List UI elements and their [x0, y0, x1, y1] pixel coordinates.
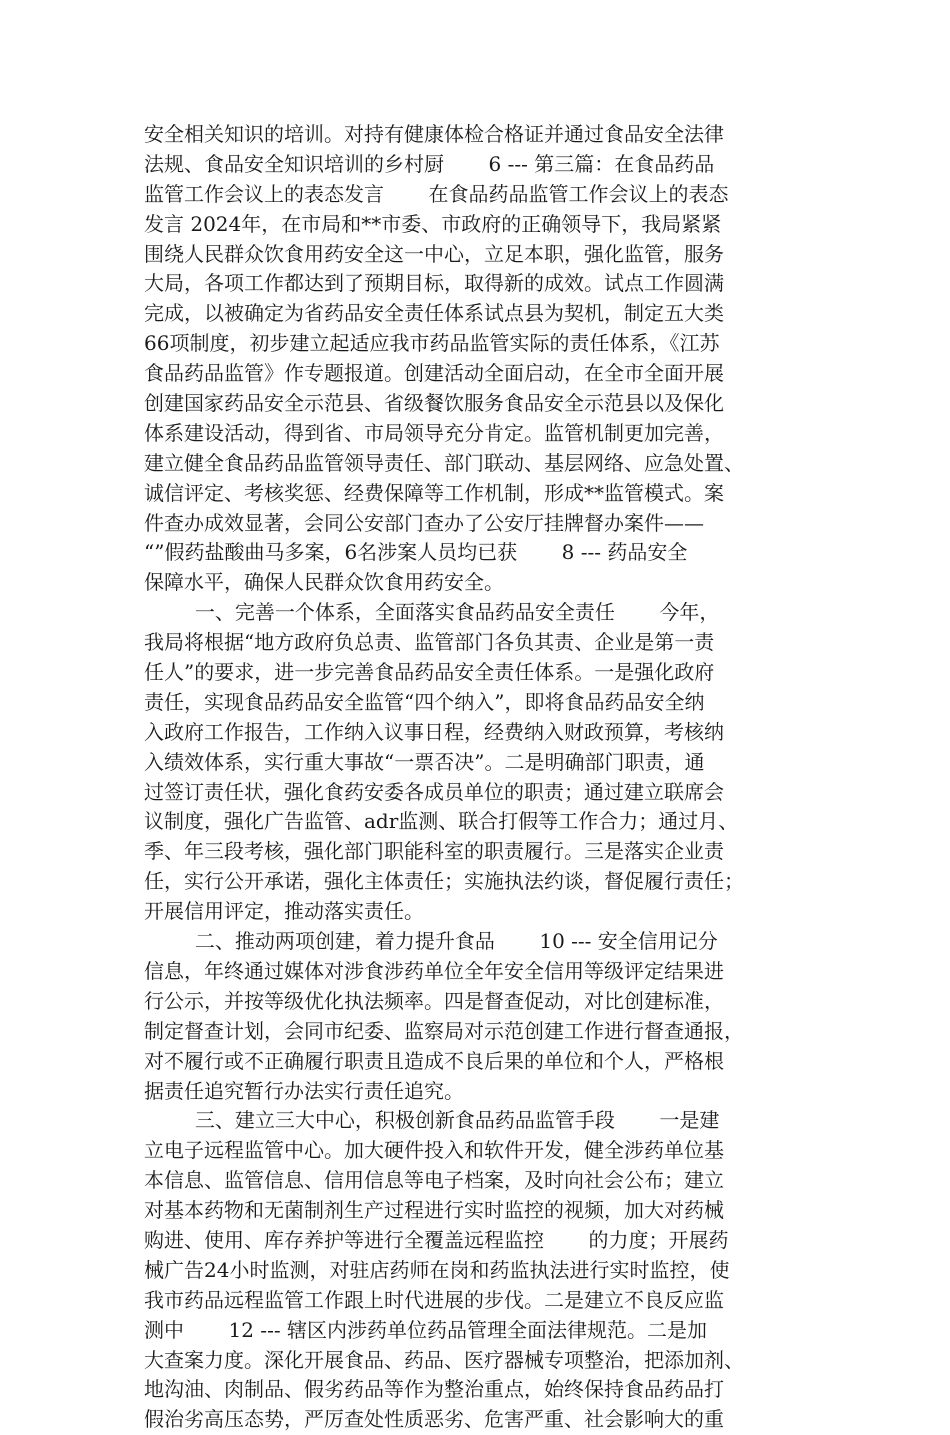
text-line: 责任，实现食品药品安全监管“四个纳入”，即将食品药品安全纳 [144, 689, 705, 714]
text-line: 一、完善一个体系，全面落实食品药品安全责任 今年， [144, 600, 720, 625]
text-line: 完成，以被确定为省药品安全责任体系试点县为契机，制定五大类 [144, 301, 724, 326]
text-line: “”假药盐酸曲马多案，6名涉案人员均已获 8 --- 药品安全 [144, 540, 688, 565]
text-line: 据责任追究暂行办法实行责任追究。 [144, 1078, 464, 1103]
text-line: 安全相关知识的培训。对持有健康体检合格证并通过食品安全法律 [144, 122, 724, 146]
text-line: 围绕人民群众饮食用药安全这一中心，立足本职，强化监管，服务 [144, 241, 724, 266]
text-line: 二、推动两项创建，着力提升食品 10 --- 安全信用记分 [144, 929, 718, 954]
text-line: 任人”的要求，进一步完善食品药品安全责任体系。一是强化政府 [144, 660, 715, 685]
text-line: 建立健全食品药品监管领导责任、部门联动、基层网络、应急处置、 [144, 450, 744, 475]
text-line: 制定督查计划，会同市纪委、监察局对示范创建工作进行督查通报， [144, 1018, 744, 1043]
text-line: 任，实行公开承诺，强化主体责任；实施执法约谈，督促履行责任； [144, 869, 744, 894]
text-line: 议制度，强化广告监管、adr监测、联合打假等工作合力；通过月、 [144, 809, 739, 834]
text-line: 过签订责任状，强化食药安委各成员单位的职责；通过建立联席会 [144, 779, 724, 804]
text-line: 我局将根据“地方政府负总责、监管部门各负其责、企业是第一责 [144, 630, 715, 655]
text-line: 件查办成效显著，会同公安部门查办了公安厅挂牌督办案件—— [144, 510, 704, 535]
document-body-text [144, 120, 824, 1435]
text-line: 体系建设活动，得到省、市局领导充分肯定。监管机制更加完善， [144, 420, 724, 445]
text-line: 入政府工作报告，工作纳入议事日程，经费纳入财政预算，考核纳 [144, 719, 724, 744]
text-line: 测中 12 --- 辖区内涉药单位药品管理全面法律规范。二是加 [144, 1317, 707, 1342]
text-line: 66项制度，初步建立起适应我市药品监管实际的责任体系，《江苏 [144, 331, 720, 356]
text-line: 假治劣高压态势，严厉查处性质恶劣、危害严重、社会影响大的重 [144, 1407, 724, 1432]
text-line: 行公示，并按等级优化执法频率。四是督查促动，对比创建标准， [144, 988, 724, 1013]
text-line: 食品药品监管》作专题报道。创建活动全面启动，在全市全面开展 [144, 361, 724, 386]
text-line: 保障水平，确保人民群众饮食用药安全。 [144, 570, 504, 595]
text-line: 地沟油、肉制品、假劣药品等作为整治重点，始终保持食品药品打 [144, 1377, 724, 1402]
text-line: 我市药品远程监管工作跟上时代进展的步伐。二是建立不良反应监 [144, 1287, 724, 1312]
text-line: 对不履行或不正确履行职责且造成不良后果的单位和个人，严格根 [144, 1048, 724, 1073]
text-line: 立电子远程监管中心。加大硬件投入和软件开发，健全涉药单位基 [144, 1138, 724, 1163]
text-line: 对基本药物和无菌制剂生产过程进行实时监控的视频，加大对药械 [144, 1198, 724, 1223]
text-line: 信息，年终通过媒体对涉食涉药单位全年安全信用等级评定结果进 [144, 958, 724, 983]
text-line: 购进、使用、库存养护等进行全覆盖远程监控 的力度；开展药 [144, 1227, 729, 1252]
text-line: 季、年三段考核，强化部门职能科室的职责履行。三是落实企业责 [144, 839, 724, 864]
text-line: 大局，各项工作都达到了预期目标，取得新的成效。试点工作圆满 [144, 271, 724, 296]
text-line: 三、建立三大中心，积极创新食品药品监管手段 一是建 [144, 1108, 720, 1133]
text-line: 创建国家药品安全示范县、省级餐饮服务食品安全示范县以及保化 [144, 391, 724, 416]
text-line: 开展信用评定，推动落实责任。 [144, 899, 424, 924]
text-line: 诚信评定、考核奖惩、经费保障等工作机制，形成**监管模式。案 [144, 480, 724, 505]
text-line: 监管工作会议上的表态发言 在食品药品监管工作会议上的表态 [144, 181, 729, 206]
text-line: 械广告24小时监测，对驻店药师在岗和药监执法进行实时监控，使 [144, 1257, 730, 1282]
text-line: 法规、食品安全知识培训的乡村厨 6 --- 第三篇：在食品药品 [144, 151, 715, 176]
text-line: 大查案力度。深化开展食品、药品、医疗器械专项整治，把添加剂、 [144, 1347, 744, 1372]
text-line: 发言 2024年，在市局和**市委、市政府的正确领导下，我局紧紧 [144, 211, 722, 236]
text-line: 入绩效体系，实行重大事故“一票否决”。二是明确部门职责，通 [144, 749, 705, 774]
text-line: 本信息、监管信息、信用信息等电子档案，及时向社会公布；建立 [144, 1168, 724, 1193]
